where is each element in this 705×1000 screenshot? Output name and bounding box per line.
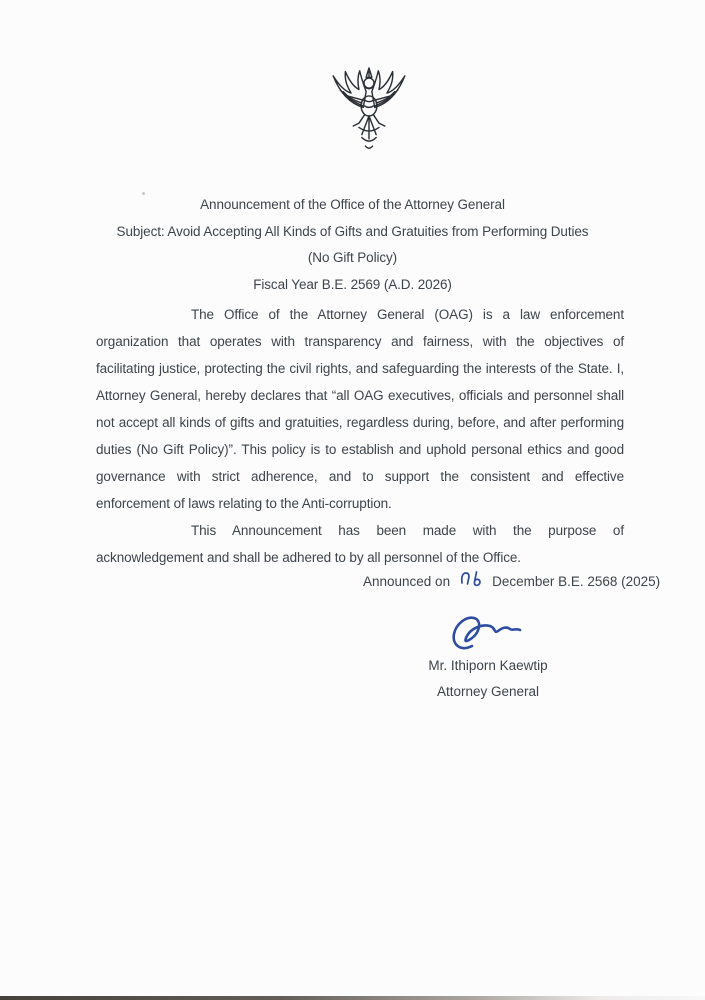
- document-body: [96, 301, 624, 571]
- announced-prefix: Announced on: [363, 574, 451, 589]
- scan-artifact-dot: [142, 192, 145, 195]
- garuda-emblem-icon: [326, 64, 412, 168]
- subject-line: Subject: Avoid Accepting All Kinds of Gifts and Gratuities from Performing Duties: [116, 223, 589, 239]
- body-paragraph-1: The Office of the Attorney General (OAG) is a law enforcement organization that operates with transparency and fairness, with the objectives of facilitating justice, protecting the civil rights, and safeguarding the interests of the State. I, Attorney General, hereby declares that “all OAG executives, officials and personnel shall not accept all kinds of gifts and gratuities, regardless during, before, and after performing duties (No Gift Policy)”. This policy is to establish and uphold personal ethics and good governance with strict adherence, and to support the consistent and effective enforcement of laws relating to the Anti-corruption.: [96, 307, 624, 511]
- signer-name: Mr. Ithiporn Kaewtip: [428, 658, 548, 673]
- announcement-title: Announcement of the Office of the Attorney General: [200, 197, 505, 212]
- body-paragraph-2: This Announcement has been made with the purpose of acknowledgement and shall be adhered to by all personnel of the Office.: [96, 523, 624, 565]
- document-header: [0, 192, 705, 298]
- handwritten-day-numerals: [459, 570, 483, 591]
- policy-name-line: (No Gift Policy): [307, 250, 398, 265]
- signer-title: Attorney General: [436, 684, 540, 699]
- announced-suffix: December B.E. 2568 (2025): [492, 574, 661, 589]
- fiscal-year-line: Fiscal Year B.E. 2569 (A.D. 2026): [253, 276, 452, 292]
- scan-edge-bottom: [0, 996, 705, 1000]
- signature-ink-icon: [444, 610, 534, 656]
- announced-line: [363, 568, 660, 589]
